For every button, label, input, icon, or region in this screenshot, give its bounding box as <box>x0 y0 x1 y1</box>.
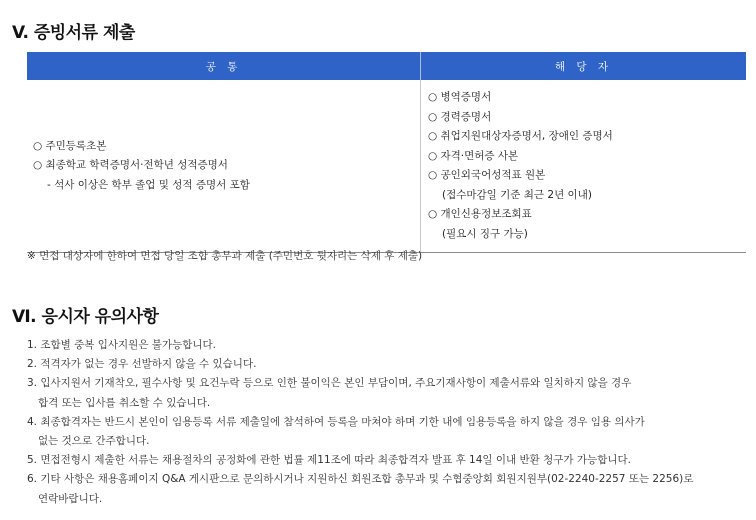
common-docs-cell <box>27 80 421 253</box>
notice-item: 6. 기타 사항은 채용홈페이지 Q&A 게시판으로 문의하시거나 지원하신 회원조합 총무과 및 수협중앙회 회원지원부(02-2240-2257 또는 2256)로 <box>27 473 694 486</box>
submission-footnote: ※ 면접 대상자에 한하여 면접 당일 조합 총무과 제출 (주민번호 뒷자리는 삭제 후 제출) <box>27 250 423 262</box>
notice-list <box>27 336 693 509</box>
applicable-doc-item: ○ 병역증명서 <box>428 91 492 103</box>
notice-item-continued: 없는 것으로 간주합니다. <box>38 435 150 448</box>
applicable-doc-item: ○ 취업지원대상자증명서, 장애인 증명서 <box>428 130 613 142</box>
common-doc-item: ○ 최종학교 학력증명서·전학년 성적증명서 <box>33 159 228 172</box>
notice-item: 2. 적격자가 없는 경우 선발하지 않을 수 있습니다. <box>27 358 257 371</box>
section-title-documents: V. 증빙서류 제출 <box>12 23 135 43</box>
common-doc-item: ○ 주민등록초본 <box>33 139 107 152</box>
header-applicable: 해 당 자 <box>421 52 747 80</box>
table-header-row <box>27 52 746 80</box>
applicable-doc-item: ○ 공인외국어성적표 원본 <box>428 169 546 181</box>
applicable-docs-cell <box>421 80 747 253</box>
notice-item: 1. 조합별 중복 입사지원은 불가능합니다. <box>27 339 216 351</box>
applicable-doc-note: (필요시 징구 가능) <box>442 227 528 240</box>
header-common: 공 통 <box>27 52 421 80</box>
common-doc-note: - 석사 이상은 학부 졸업 및 성적 증명서 포함 <box>47 178 250 191</box>
applicable-doc-note: (접수마감일 기준 최근 2년 이내) <box>442 188 592 201</box>
notice-item-continued: 연락바랍니다. <box>38 492 103 505</box>
notice-item-continued: 합격 또는 입사를 취소할 수 있습니다. <box>38 396 211 409</box>
documents-table <box>27 52 746 253</box>
section-title-notices: Ⅵ. 응시자 유의사항 <box>12 307 159 327</box>
notice-item: 4. 최종합격자는 반드시 본인이 임용등록 서류 제출일에 참석하여 등록을 마쳐야 하며 기한 내에 임용등록을 하지 않을 경우 임용 의사가 <box>27 415 645 428</box>
notice-item: 5. 면접전형시 제출한 서류는 채용절차의 공정화에 관한 법률 제11조에 따라 최종합격자 발표 후 14일 이내 반환 청구가 가능합니다. <box>27 454 631 467</box>
notice-item: 3. 입사지원서 기재착오, 필수사항 및 요건누락 등으로 인한 불이익은 본인 부담이며, 주요기재사항이 제출서류와 일치하지 않을 경우 <box>27 377 632 390</box>
applicable-doc-item: ○ 경력증명서 <box>428 110 492 123</box>
table-row <box>27 80 746 253</box>
applicable-doc-item: ○ 자격·면허증 사본 <box>428 149 519 162</box>
applicable-doc-item: ○ 개인신용정보조회표 <box>428 208 532 220</box>
